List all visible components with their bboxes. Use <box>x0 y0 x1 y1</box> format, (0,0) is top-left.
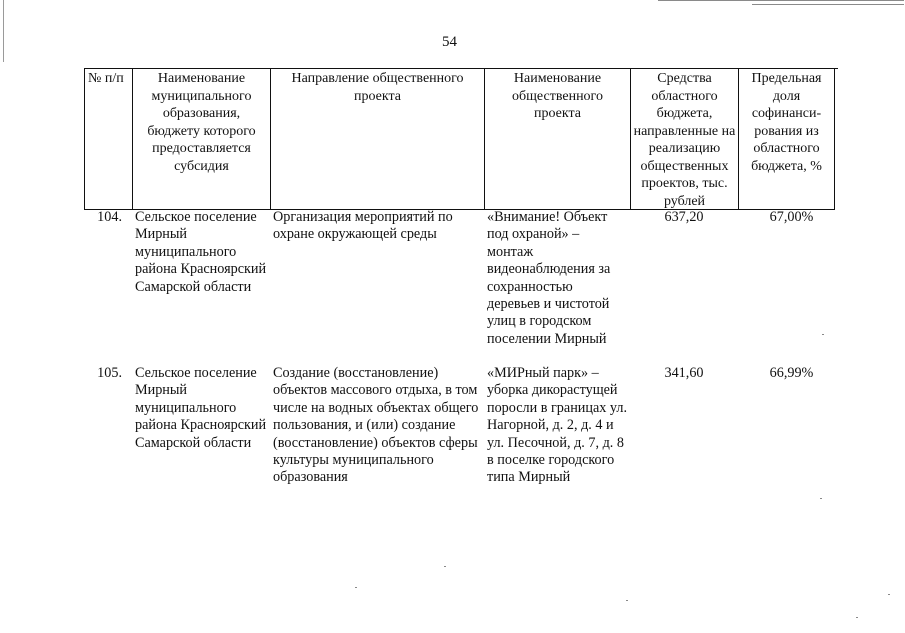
row-share: 67,00% <box>769 209 814 225</box>
scan-edge-line <box>752 4 904 5</box>
row-municipality: Сельское поселение Мирный муниципального района Красноярский Самарской области <box>135 365 267 451</box>
subsidy-table <box>84 68 838 486</box>
row-funds: 637,20 <box>664 209 704 225</box>
scan-speck <box>822 334 824 335</box>
row-municipality: Сельское поселение Мирный муниципального района Красноярский Самарской области <box>135 209 267 295</box>
row-share: 66,99% <box>769 365 814 381</box>
scan-edge-mark <box>3 0 4 62</box>
header-direction: Направление общественного проекта <box>271 69 485 210</box>
header-budget-funds: Средства областного бюджета, направленные на реализацию общественных проектов, тыс. рублей <box>631 69 739 210</box>
table-row <box>84 365 834 487</box>
scan-speck <box>888 594 890 595</box>
page-number: 54 <box>442 34 457 50</box>
scan-edge-line <box>658 0 904 1</box>
row-number: 104. <box>97 209 122 225</box>
scan-speck <box>444 566 446 567</box>
scan-speck <box>820 498 822 499</box>
row-number: 105. <box>97 365 122 381</box>
row-funds: 341,60 <box>664 365 704 381</box>
header-cofinancing-share: Предельная доля софинанси-рования из областного бюджета, % <box>739 69 835 210</box>
row-direction: Организация мероприятий по охране окружающей среды <box>273 209 453 243</box>
scan-speck <box>355 587 357 588</box>
header-number: № п/п <box>85 69 133 210</box>
scan-speck <box>626 600 628 601</box>
table-row <box>84 209 834 348</box>
row-project: «Внимание! Объект под охраной» – монтаж видеонаблюдения за сохранностью деревьев и чистотой улиц в городском поселении Мирный <box>487 209 611 347</box>
row-direction: Создание (восстановление) объектов массового отдыха, в том числе на водных объектах общего пользования, и (или) создание (восстановление) объектов сферы культуры муниципального образования <box>273 365 479 486</box>
table-header <box>84 68 838 210</box>
header-municipality: Наименование муниципального образования, бюджету которого предоставляется субсидия <box>133 69 271 210</box>
header-project-name: Наименование общественного проекта <box>485 69 631 210</box>
row-project: «МИРный парк» – уборка дикорастущей поросли в границах ул. Нагорной, д. 2, д. 4 и ул. Песочной, д. 7, д. 8 в поселке городского типа Мирный <box>487 365 628 486</box>
scan-speck <box>856 617 858 618</box>
